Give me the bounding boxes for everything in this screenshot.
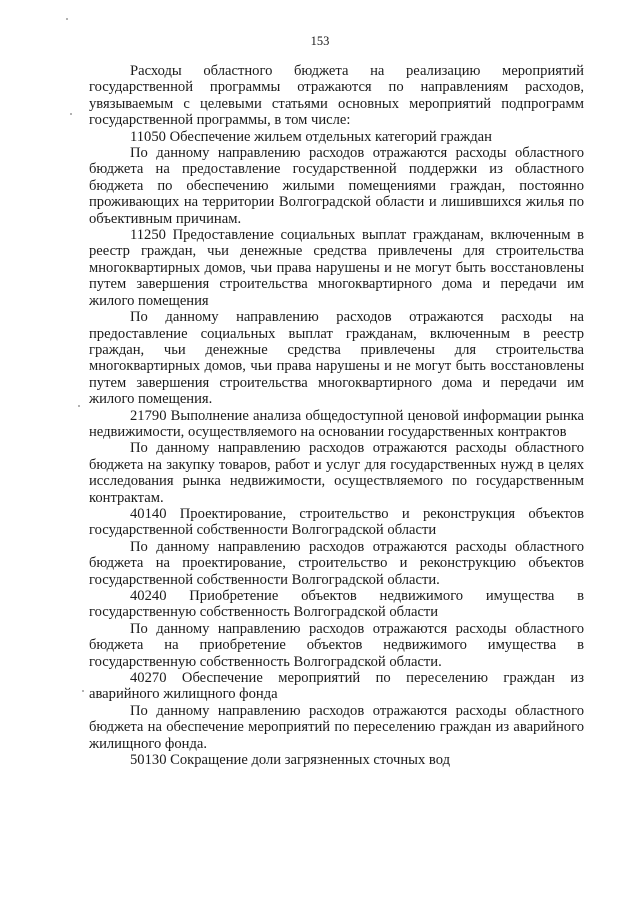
scan-speck	[78, 405, 80, 407]
paragraph-40240: По данному направлению расходов отражаются расходы областного бюджета на приобретение объектов недвижимого имущества в государственную собственность Волгоградской области.	[89, 620, 584, 670]
scan-speck	[66, 18, 68, 20]
paragraph-intro: Расходы областного бюджета на реализацию мероприятий государственной программы отражаются по направлениям расходов, увязываемым с целевыми статьями основных мероприятий подпрограмм государственной программы, в том числе:	[89, 63, 584, 129]
heading-21790: 21790 Выполнение анализа общедоступной ценовой информации рынка недвижимости, осуществляемого на основании государственных контрактов	[89, 407, 584, 440]
heading-50130: 50130 Сокращение доли загрязненных сточных вод	[130, 752, 450, 769]
heading-40270: 40270 Обеспечение мероприятий по переселению граждан из аварийного жилищного фонда	[89, 670, 584, 703]
heading-40240: 40240 Приобретение объектов недвижимого имущества в государственную собственность Волгоградской области	[89, 588, 584, 621]
paragraph-40270: По данному направлению расходов отражаются расходы областного бюджета на обеспечение мероприятий по переселению граждан из аварийного жилищного фонда.	[89, 702, 584, 752]
paragraph-11250: По данному направлению расходов отражаются расходы на предоставление социальных выплат гражданам, включенным в реестр граждан, чьи денежные средства привлечены для строительства многоквартирных домов, чьи права нарушены и не могут быть восстановлены путем завершения строительства многоквартирного дома и передачи им жилого помещения.	[89, 309, 584, 408]
heading-11050: 11050 Обеспечение жильем отдельных категорий граждан	[130, 128, 492, 145]
scan-speck	[82, 690, 84, 692]
document-body	[89, 63, 584, 768]
paragraph-40140: По данному направлению расходов отражаются расходы областного бюджета на проектирование, строительство и реконструкцию объектов государственной собственности Волгоградской области.	[89, 538, 584, 588]
scan-speck	[70, 113, 72, 115]
page-number: 153	[310, 34, 330, 48]
paragraph-21790: По данному направлению расходов отражаются расходы областного бюджета на закупку товаров, работ и услуг для государственных нужд в целях исследования рынка недвижимости, осуществляемого по государственным контрактам.	[89, 440, 584, 506]
paragraph-11050: По данному направлению расходов отражаются расходы областного бюджета на предоставление государственной поддержки из областного бюджета по обеспечению жилыми помещениями граждан, постоянно проживающих на территории Волгоградской области и лишившихся жилья по объективным причинам.	[89, 145, 584, 227]
heading-11250: 11250 Предоставление социальных выплат гражданам, включенным в реестр граждан, чьи денежные средства привлечены для строительства многоквартирных домов, чьи права нарушены и не могут быть восстановлены путем завершения строительства многоквартирного дома и передачи им жилого помещения	[89, 227, 584, 309]
heading-40140: 40140 Проектирование, строительство и реконструкция объектов государственной собственности Волгоградской области	[89, 505, 584, 539]
